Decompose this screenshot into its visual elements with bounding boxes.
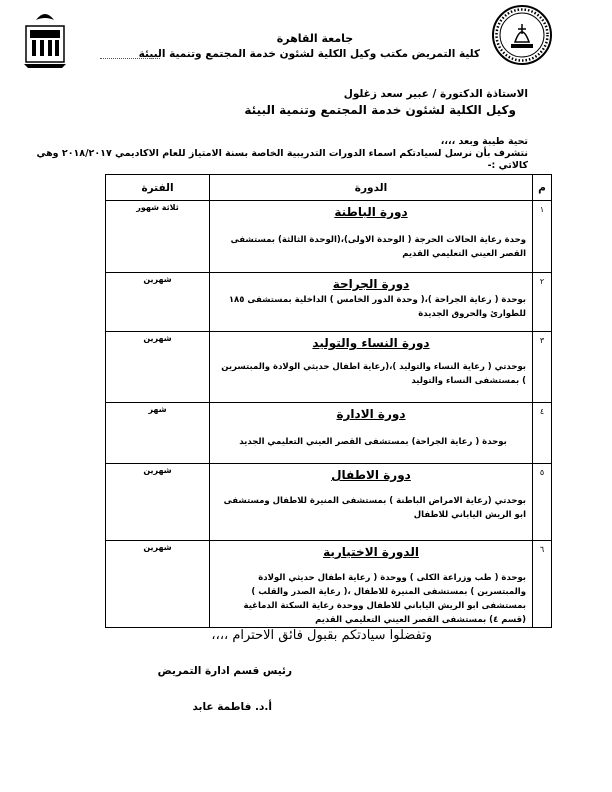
intro-line-1: نتشرف بأن نرسل لسيادتكم اسماء الدورات التدريبية الخاصة بسنة الامتياز للعام الاكاديمي ٢٠١٨/٢٠١٧ وهي [36, 148, 528, 159]
closing-line: وتفضلوا سيادتكم بقبول فائق الاحترام ،،،، [211, 628, 432, 643]
table-header-row [106, 175, 552, 201]
course-period: شهر [106, 403, 210, 464]
office-name: كلية التمريض مكتب وكيل الكلية لشئون خدمة المجتمع وتنمية البيئة [138, 48, 480, 60]
header-num: م [533, 175, 552, 201]
header-dotted-line [100, 58, 160, 59]
course-period: ثلاثة شهور [106, 201, 210, 273]
row-number: ١ [533, 201, 552, 273]
table-row [106, 201, 552, 273]
course-cell [210, 332, 533, 403]
greeting: تحية طيبة وبعد ،،،، [440, 136, 528, 147]
course-description: بوحدتي ( رعاية النساء والتوليد )،(رعاية اطفال حديثي الولادة والمبتسرين ) بمستشفى النساء والتوليد [221, 362, 526, 386]
intro-line-2: كالاتي :- [487, 160, 528, 171]
header-period: الفترة [106, 175, 210, 201]
row-number: ٥ [533, 464, 552, 541]
cairo-university-logo-icon [22, 8, 68, 70]
table-row [106, 464, 552, 541]
courses-table [105, 174, 552, 628]
row-number: ٢ [533, 273, 552, 332]
university-name: جامعة القاهرة [276, 32, 354, 45]
recipient-name: الاستاذة الدكتورة / عبير سعد زغلول [343, 88, 528, 100]
table-row [106, 332, 552, 403]
course-period: شهرين [106, 273, 210, 332]
course-title: الدورة الاختيارية [323, 545, 419, 559]
course-title: دورة الادارة [336, 407, 406, 421]
course-period: شهرين [106, 464, 210, 541]
course-title: دورة الباطنة [334, 205, 408, 219]
course-cell [210, 541, 533, 628]
course-description: بوحدتي (رعاية الامراض الباطنة ) بمستشفى المنيرة للاطفال ومستشفى ابو الريش الياباني للاطفال [223, 496, 526, 520]
table-row [106, 403, 552, 464]
faculty-of-nursing-seal-icon [491, 4, 553, 66]
header-course: الدورة [210, 175, 533, 201]
course-title: دورة الجراحة [332, 277, 410, 291]
row-number: ٤ [533, 403, 552, 464]
course-description: بوحدة ( رعاية الجراحة )،( وحدة الدور الخامس ) الداخلية بمستشفى ١٨٥ للطوارئ والحروق الجديدة [228, 295, 526, 319]
course-period: شهرين [106, 332, 210, 403]
signature-title: رئيس قسم ادارة التمريض [157, 665, 292, 677]
course-title: دورة الاطفال [331, 468, 411, 482]
course-description: وحدة رعاية الحالات الحرجة ( الوحدة الاولى)،(الوحدة الثالثة) بمستشفى القصر العيني التعليمي القديم [230, 235, 526, 259]
row-number: ٣ [533, 332, 552, 403]
course-period: شهرين [106, 541, 210, 628]
signature-name: أ.د. فاطمة عابد [192, 701, 272, 713]
table-row [106, 273, 552, 332]
course-cell [210, 403, 533, 464]
course-cell [210, 201, 533, 273]
row-number: ٦ [533, 541, 552, 628]
course-cell [210, 464, 533, 541]
course-description: بوحدة ( رعاية الجراحة) بمستشفى القصر العيني التعليمي الجديد [239, 437, 507, 447]
table-row [106, 541, 552, 628]
course-cell [210, 273, 533, 332]
course-title: دورة النساء والتوليد [312, 336, 430, 350]
recipient-title: وكيل الكلية لشئون خدمة المجتمع وتنمية البيئة [244, 103, 516, 117]
course-description: بوحدة ( طب وزراعة الكلى ) ووحدة ( رعاية اطفال حديثي الولادة والمبتسرين ) بمستشفى المنيرة للاطفال ،( رعاية الصدر والقلب ) بمستشفى ابو الريش الياباني للاطفال ووحدة رعاية السكتة الدماغية (قسم ٤) بمستشفى القصر العيني التعليمي القديم [243, 573, 526, 625]
